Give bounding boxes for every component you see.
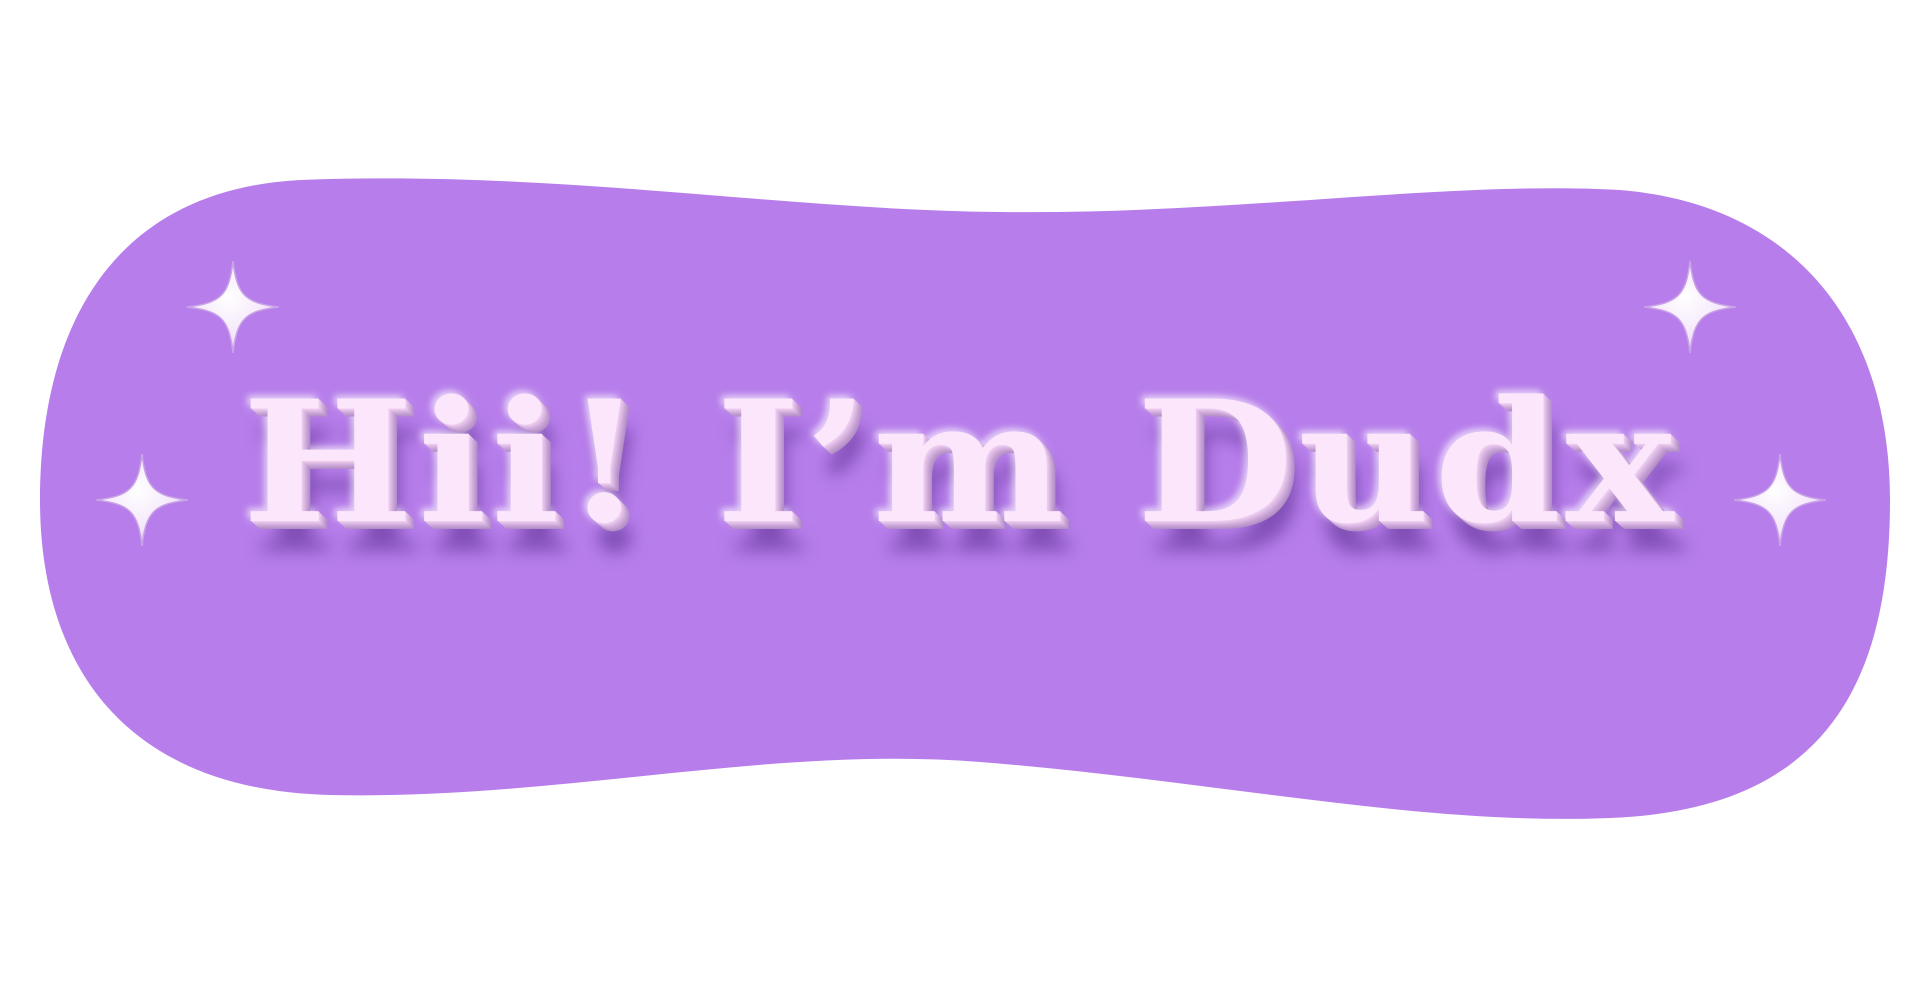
sparkle-icon-top-right [1640, 257, 1740, 357]
banner-headline: Hii! I’m Dudx [242, 363, 1678, 561]
sparkle-icon-top-left [183, 257, 283, 357]
